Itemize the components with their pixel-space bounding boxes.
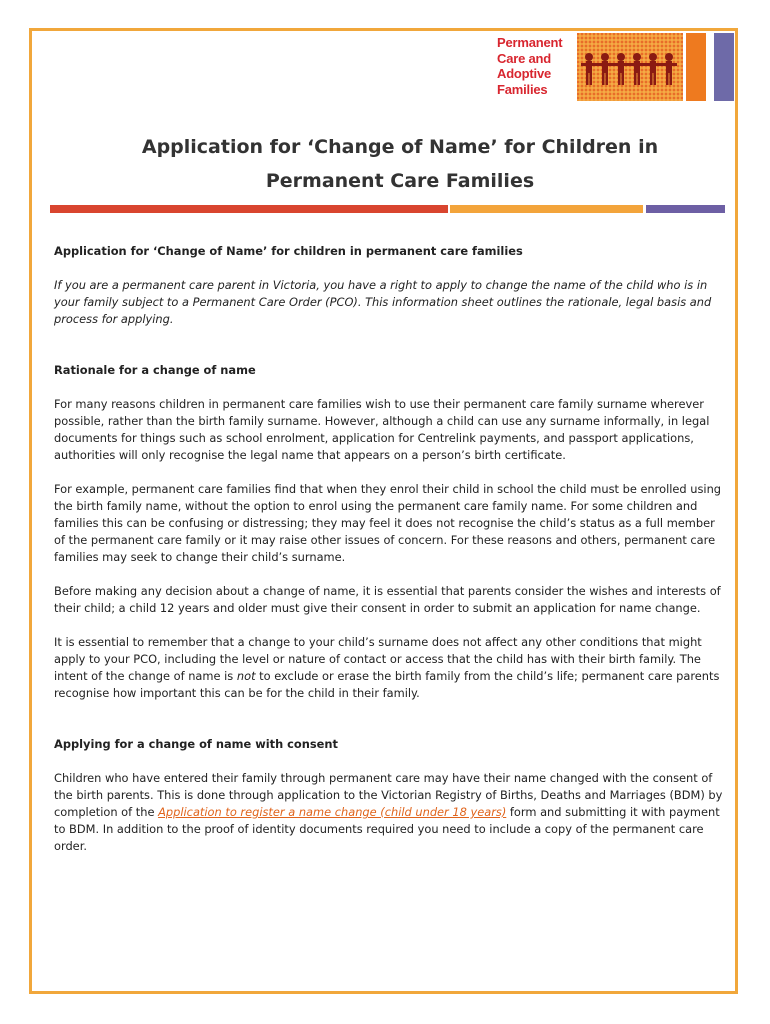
rationale-p4-start: It is essential to remember that a change to your child’s surname does not affect any other conditions that might apply to your PCO, including the level or nature of contact or access that the child has with their birth family. The intent of the change of name is [54,635,702,683]
consent-p1-end: form and submitting it with payment to BDM. In addition to the proof of identity documents required you need to include a copy of the permanent care order. [54,805,720,853]
rationale-paragraph-4 [54,634,726,702]
logo-line-1: Permanent [497,35,563,50]
divider-bar-purple [646,205,725,213]
logo-line-4: Families [497,81,548,97]
rationale-heading: Rationale for a change of name [54,363,256,377]
intro-paragraph: If you are a permanent care parent in Victoria, you have a right to apply to change the name of the child who is in your family subject to a Permanent Care Order (PCO). This information sheet outlines the rationale, legal basis and process for applying. [54,278,712,326]
title-line-1: Application for ‘Change of Name’ for Children in [141,136,659,158]
logo-purple-strip [714,33,734,101]
rationale-p4-emphasis: not [236,669,256,683]
rationale-p4-end: to exclude or erase the birth family from the child’s life; permanent care parents recognise how important this can be for the child in their family. [54,669,720,700]
divider-bar-red [50,205,448,213]
paper-dolls-logo-icon [577,33,683,101]
organisation-logo-text [497,35,562,97]
rationale-paragraph-2: For example, permanent care families find that when they enrol their child in school the child must be enrolled using the birth family name, without the option to enrol using the permanent care family name. For some children and families this can be confusing or distressing; they may feel it does not recognise the child’s status as a full member of the permanent care family or it may raise other issues of concern. For these reasons and others, permanent care families may seek to change their child’s surname. [54,482,722,564]
consent-paragraph-1 [54,770,726,855]
document-body [54,243,726,855]
rationale-paragraph-3: Before making any decision about a change of name, it is essential that parents consider the wishes and interests of their child; a child 12 years and older must give their consent in order to submit an application for name change. [54,584,721,615]
consent-heading: Applying for a change of name with consent [54,737,338,751]
rationale-paragraph-1: For many reasons children in permanent care families wish to use their permanent care family surname wherever possible, rather than the birth family surname. However, although a child can use any surname informally, in legal documents for things such as school enrolment, application for Centrelink payments, and passport applications, authorities will only recognise the legal name that appears on a person’s birth certificate. [54,397,710,462]
logo-line-3: Adoptive [497,66,552,81]
logo-orange-strip [686,33,706,101]
logo-line-2: Care and [497,50,552,66]
divider-bar-orange [450,205,643,213]
consent-p1-start: Children who have entered their family through permanent care may have their name changed with the consent of the birth parents. This is done through application to the Victorian Registry of Births, Deaths and Marriages (BDM) by completion of the [54,771,723,819]
title-line-2: Permanent Care Families [265,170,535,192]
name-change-form-link[interactable]: Application to register a name change (child under 18 years) [158,805,507,819]
intro-heading: Application for ‘Change of Name’ for children in permanent care families [54,244,523,258]
document-title [60,130,740,198]
